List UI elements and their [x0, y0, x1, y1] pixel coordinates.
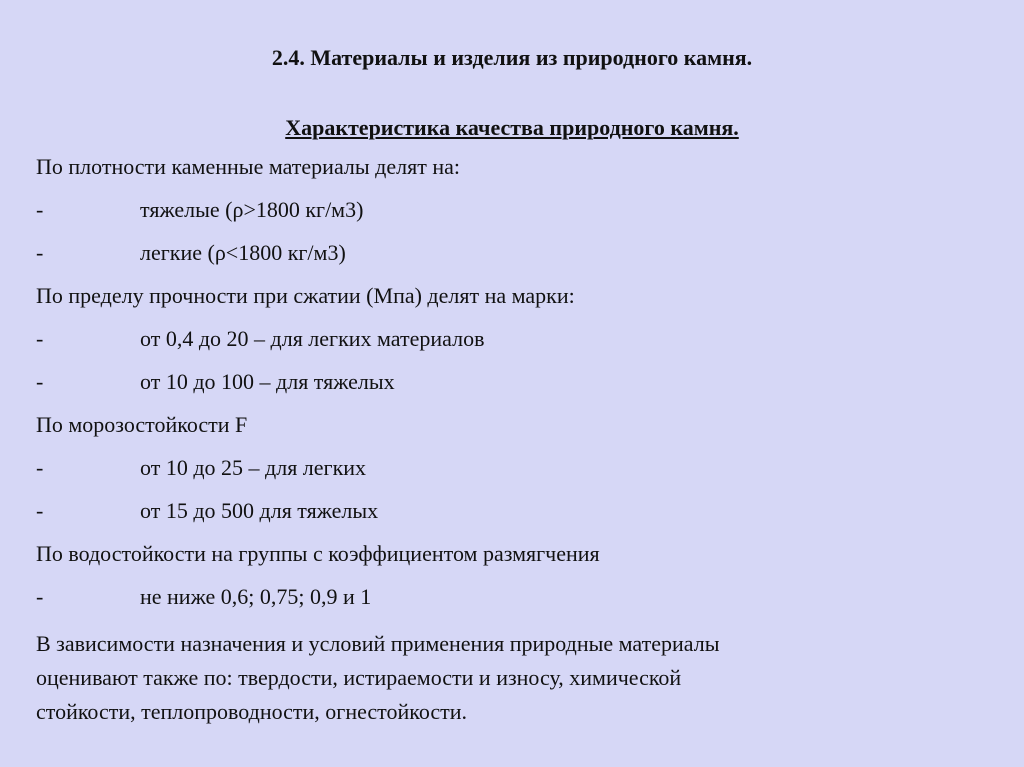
section-title-frost: По морозостойкости F [36, 412, 248, 437]
dash-marker: - [36, 498, 44, 523]
list-item [36, 236, 988, 279]
list-item [36, 494, 988, 537]
dash-marker: - [36, 584, 44, 609]
section-title-water: По водостойкости на группы с коэффициентом размягчения [36, 541, 600, 566]
closing-line: стойкости, теплопроводности, огнестойкости. [36, 699, 468, 724]
slide-subtitle: Характеристика качества природного камня. [285, 115, 739, 140]
slide-body [36, 150, 988, 729]
section-title-strength: По пределу прочности при сжатии (Мпа) делят на марки: [36, 283, 575, 308]
list-item-text: не ниже 0,6; 0,75; 0,9 и 1 [140, 584, 372, 609]
list-item [36, 451, 988, 494]
list-item [36, 322, 988, 365]
closing-line: В зависимости назначения и условий применения природные материалы [36, 631, 720, 656]
dash-marker: - [36, 240, 44, 265]
dash-marker: - [36, 455, 44, 480]
list-item-text: от 10 до 100 – для тяжелых [140, 369, 395, 394]
slide-title: 2.4. Материалы и изделия из природного камня. [271, 45, 753, 70]
list-item [36, 193, 988, 236]
dash-marker: - [36, 326, 44, 351]
list-item-text: от 0,4 до 20 – для легких материалов [140, 326, 485, 351]
section-title-density: По плотности каменные материалы делят на: [36, 154, 460, 179]
list-item [36, 365, 988, 408]
list-item-text: легкие (ρ<1800 кг/м3) [140, 240, 346, 265]
list-item-text: от 15 до 500 для тяжелых [140, 498, 379, 523]
list-item [36, 580, 988, 623]
closing-paragraph [36, 627, 988, 729]
list-item-text: тяжелые (ρ>1800 кг/м3) [140, 197, 364, 222]
dash-marker: - [36, 369, 44, 394]
closing-line: оценивают также по: твердости, истираемости и износу, химической [36, 665, 682, 690]
dash-marker: - [36, 197, 44, 222]
list-item-text: от 10 до 25 – для легких [140, 455, 367, 480]
